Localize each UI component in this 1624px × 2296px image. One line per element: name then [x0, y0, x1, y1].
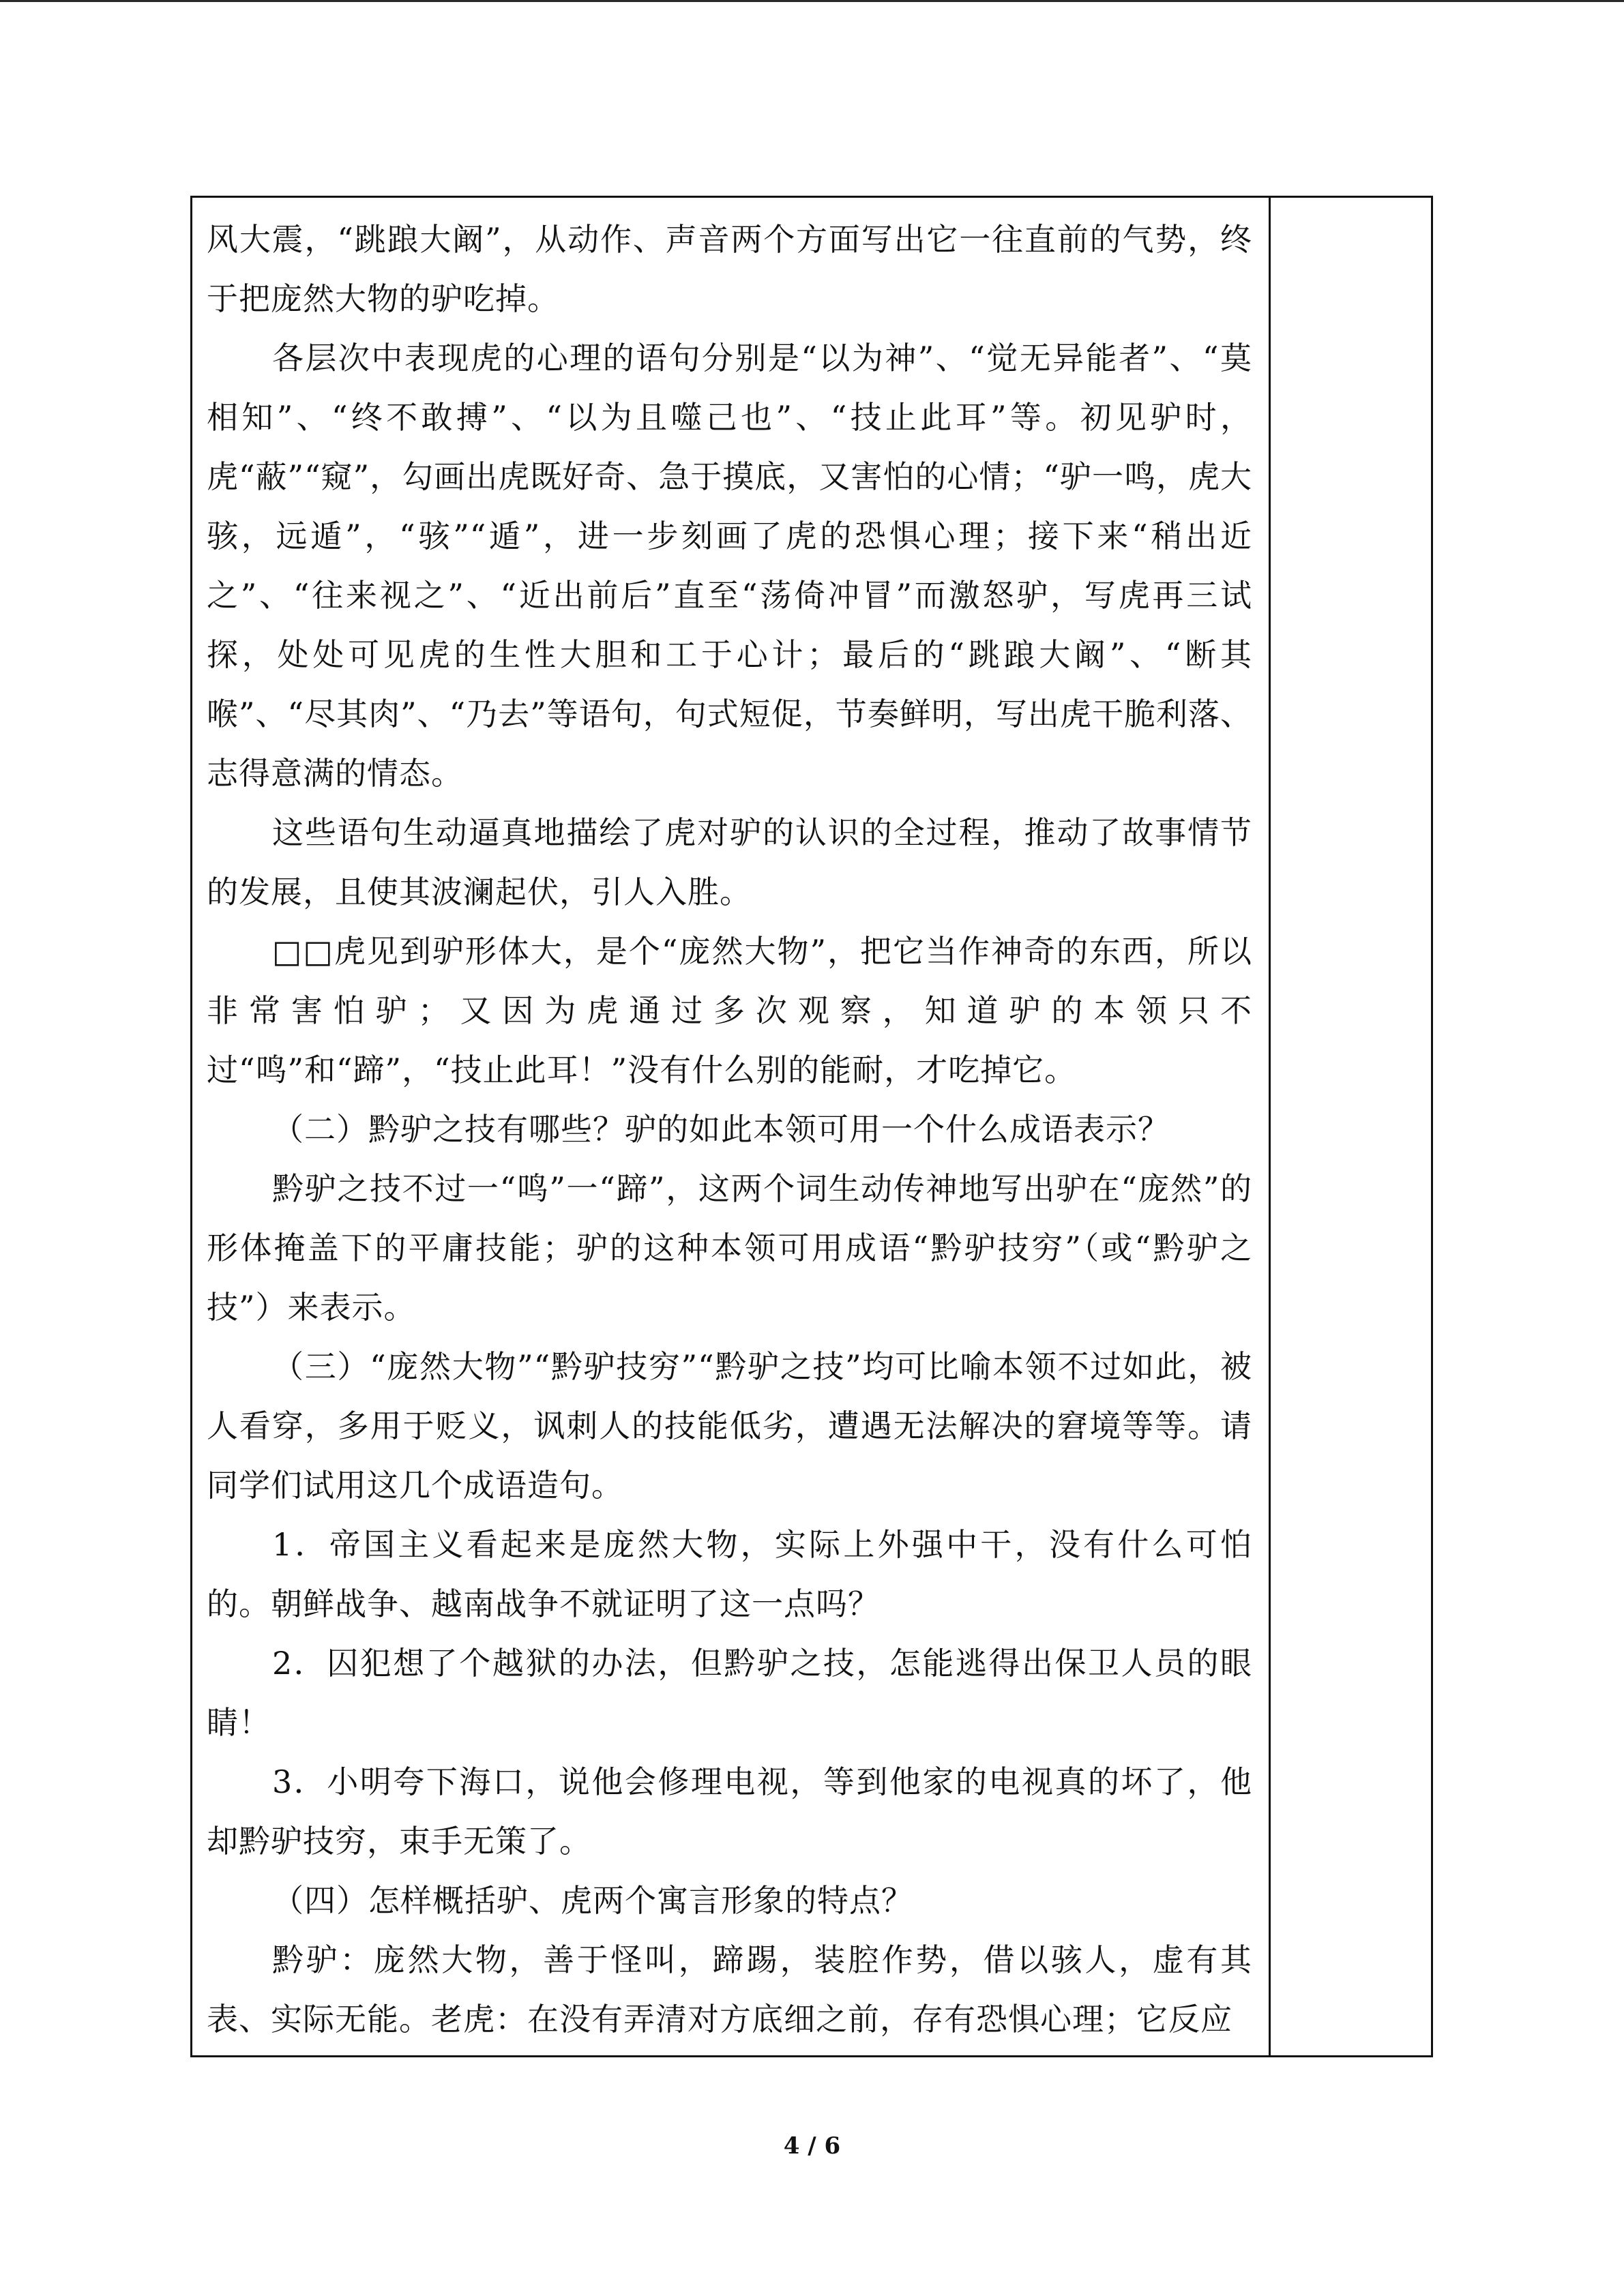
paragraph-tiger-psychology: 各层次中表现虎的心理的语句分别是“以为神”、“觉无异能者”、“莫相知”、“终不敢搏”、“以为且噬己也”、“技止此耳”等。初见驴时，虎“蔽”“窥”，勾画出虎既好奇、急于摸底，又害怕的心情；“驴一鸣，虎大骇，远遁”，“骇”“遁”，进一步刻画了虎的恐惧心理；接下来“稍出近之”、“往来视之”、“近出前后”直至“荡倚冲冒”而激怒驴，写虎再三试探，处处可见虎的生性大胆和工于心计；最后的“跳踉大阚”、“断其喉”、“尽其肉”、“乃去”等语句，句式短促，节奏鲜明，写出虎干脆利落、志得意满的情态。	[207, 340, 1252, 792]
paragraph-continuation: 风大震，“跳踉大阚”，从动作、声音两个方面写出它一往直前的气势，终于把庞然大物的驴吃掉。	[207, 221, 1252, 317]
example-sentence-2: 2．囚犯想了个越狱的办法，但黔驴之技，怎能逃得出保卫人员的眼睛！	[207, 1645, 1252, 1741]
example-sentence-1: 1．帝国主义看起来是庞然大物，实际上外强中干，没有什么可怕的。朝鲜战争、越南战争不就证明了这一点吗？	[207, 1526, 1252, 1622]
notes-cell	[1271, 198, 1431, 2055]
content-cell	[192, 198, 1271, 2055]
page-number: 4 / 6	[783, 2132, 841, 2160]
answer-four: 黔驴：庞然大物，善于怪叫，蹄踢，装腔作势，借以骇人，虚有其表、实际无能。老虎：在没有弄清对方底细之前，存有恐惧心理；它反应	[207, 1941, 1252, 2038]
question-three: （三）“庞然大物”“黔驴技穷”“黔驴之技”均可比喻本领不过如此，被人看穿，多用于贬义，讽刺人的技能低劣，遭遇无法解决的窘境等等。请同学们试用这几个成语造句。	[207, 1348, 1252, 1504]
paragraph-tiger-reason: □□虎见到驴形体大，是个“庞然大物”，把它当作神奇的东西，所以非常害怕驴；又因为虎通过多次观察，知道驴的本领只不过“鸣”和“蹄”，“技止此耳！”没有什么别的能耐，才吃掉它。	[207, 933, 1252, 1088]
answer-two: 黔驴之技不过一“鸣”一“蹄”，这两个词生动传神地写出驴在“庞然”的形体掩盖下的平庸技能；驴的这种本领可用成语“黔驴技穷”（或“黔驴之技”）来表示。	[207, 1170, 1252, 1326]
top-border-line	[0, 0, 1624, 2]
question-two: （二）黔驴之技有哪些？驴的如此本领可用一个什么成语表示？	[272, 1111, 1170, 1148]
example-sentence-3: 3．小明夸下海口，说他会修理电视，等到他家的电视真的坏了，他却黔驴技穷，束手无策了。	[207, 1763, 1252, 1860]
paragraph-summary: 这些语句生动逼真地描绘了虎对驴的认识的全过程，推动了故事情节的发展，且使其波澜起伏，引人入胜。	[207, 814, 1252, 910]
lesson-table	[190, 196, 1433, 2057]
question-four: （四）怎样概括驴、虎两个寓言形象的特点？	[272, 1882, 913, 1919]
